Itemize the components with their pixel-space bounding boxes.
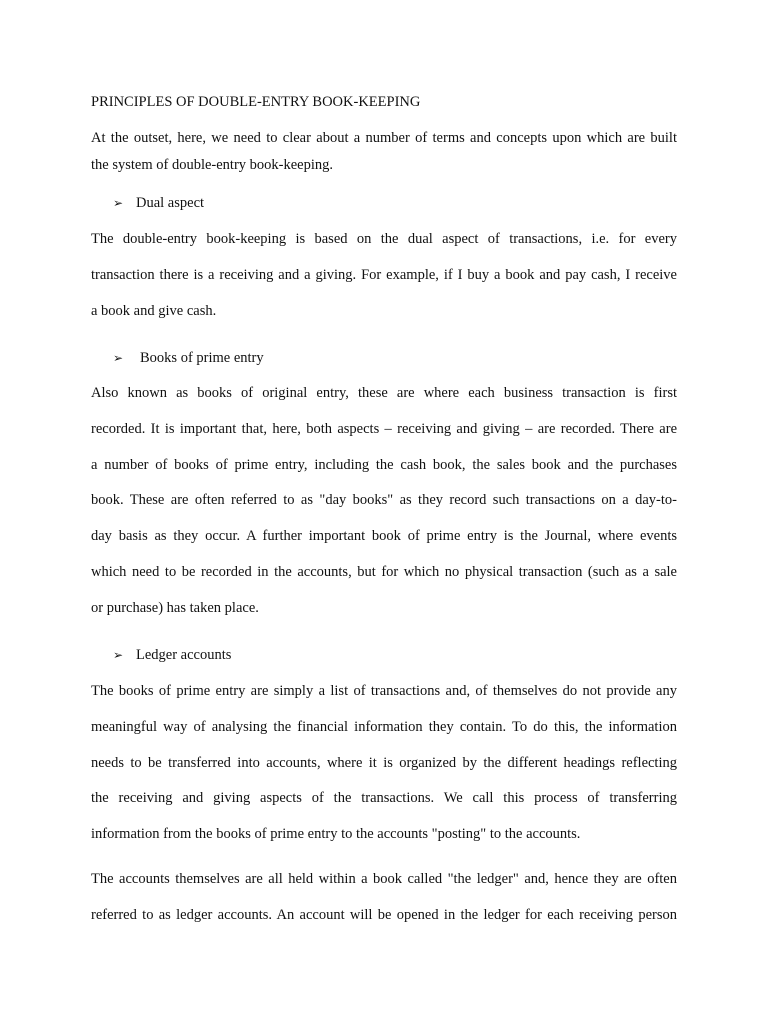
arrow-bullet-icon: ➢ — [113, 648, 124, 662]
paragraph-line: a book and give cash. — [91, 302, 217, 319]
arrow-bullet-icon: ➢ — [113, 196, 124, 210]
paragraph-line: transaction there is a receiving and a giving. For example, if I buy a book and pay cash, I receive — [91, 266, 677, 283]
section-heading-label: Ledger accounts — [136, 647, 232, 663]
paragraph-line: information from the books of prime entry to the accounts "posting" to the accounts. — [91, 826, 581, 843]
books-of-prime-entry-paragraph — [91, 376, 677, 627]
intro-paragraph — [91, 125, 677, 179]
paragraph-line: the system of double-entry book-keeping. — [91, 157, 334, 173]
paragraph-line: At the outset, here, we need to clear about a number of terms and concepts upon which are built — [91, 130, 677, 146]
paragraph-line: The double-entry book-keeping is based on the dual aspect of transactions, i.e. for every — [91, 231, 677, 247]
paragraph-line: needs to be transferred into accounts, where it is organized by the different headings reflecting — [91, 754, 677, 771]
paragraph-line: day basis as they occur. A further important book of prime entry is the Journal, where events — [91, 528, 677, 545]
paragraph-line: recorded. It is important that, here, both aspects – receiving and giving – are recorded. There are — [91, 420, 677, 437]
paragraph-line: referred to as ledger accounts. An account will be opened in the ledger for each receiving person — [91, 906, 677, 923]
section-heading-label: Books of prime entry — [140, 350, 264, 366]
paragraph-line: which need to be recorded in the accounts, but for which no physical transaction (such as a sale — [91, 563, 677, 580]
paragraph-line: Also known as books of original entry, these are where each business transaction is first — [91, 385, 677, 401]
paragraph-line: meaningful way of analysing the financial information they contain. To do this, the information — [91, 718, 677, 735]
document-title: PRINCIPLES OF DOUBLE-ENTRY BOOK-KEEPING — [91, 94, 421, 110]
paragraph-line: the receiving and giving aspects of the transactions. We call this process of transferring — [91, 790, 677, 807]
ledger-accounts-paragraph — [91, 674, 677, 853]
paragraph-line: book. These are often referred to as "day books" as they record such transactions on a day-to- — [91, 492, 677, 509]
paragraph-line: or purchase) has taken place. — [91, 599, 259, 616]
arrow-bullet-icon: ➢ — [113, 351, 124, 365]
section-heading-label: Dual aspect — [136, 195, 205, 211]
paragraph-line: a number of books of prime entry, including the cash book, the sales book and the purchases — [91, 456, 677, 473]
paragraph-line: The accounts themselves are all held within a book called "the ledger" and, hence they are often — [91, 871, 677, 887]
dual-aspect-paragraph — [91, 222, 677, 329]
paragraph-line: The books of prime entry are simply a list of transactions and, of themselves do not provide any — [91, 683, 677, 699]
ledger-continuation-paragraph — [91, 862, 677, 934]
